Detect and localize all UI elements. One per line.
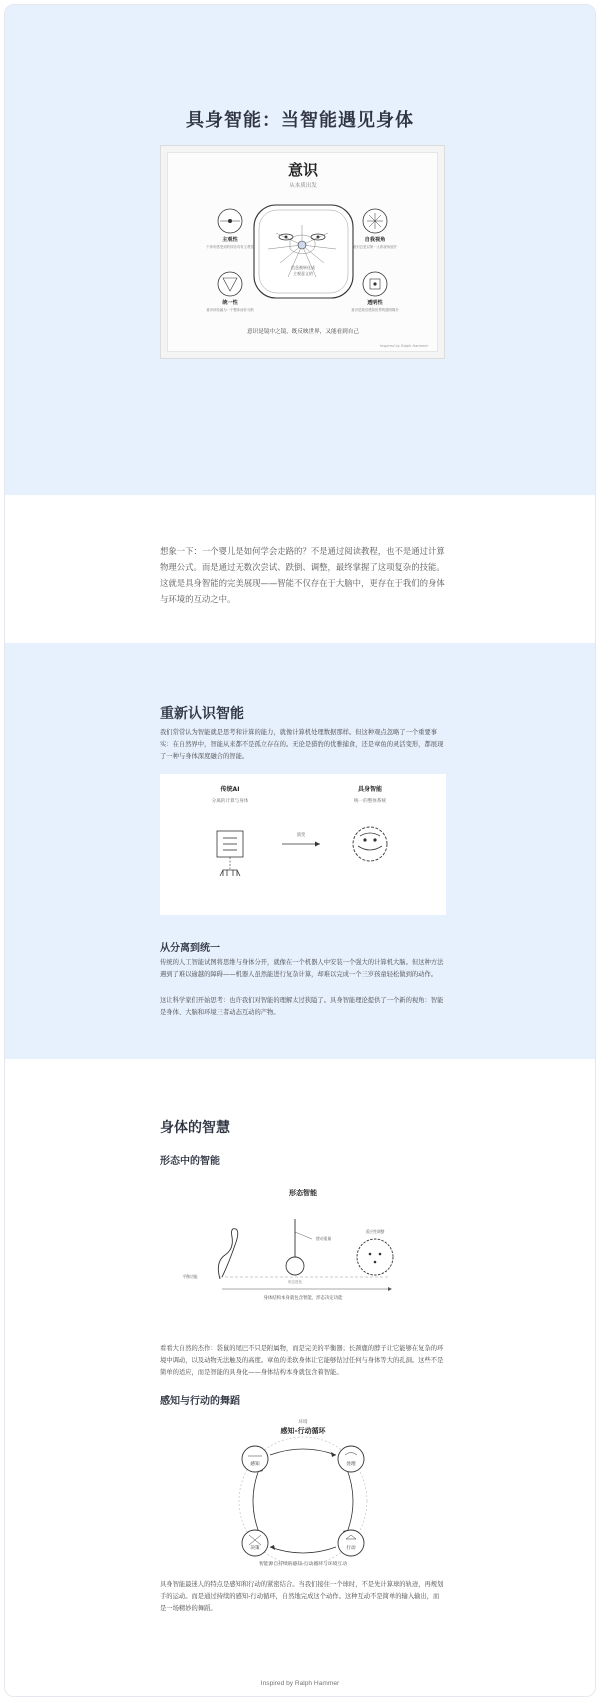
hero-band [5, 5, 595, 495]
figure-signature: Inspired by Ralph Hammer [379, 344, 429, 348]
morph-card [160, 1177, 446, 1317]
consciousness-diagram [168, 153, 439, 353]
svg-text:意识体验融为一个整体而非分散: 意识体验融为一个整体而非分散 [206, 308, 254, 312]
cycle-card [160, 1415, 446, 1583]
svg-text:形态进化: 形态进化 [287, 1280, 303, 1284]
act-icon [338, 1530, 364, 1556]
center-node [298, 241, 306, 249]
svg-text:自我视角: 自我视角 [364, 237, 386, 243]
robot-body-icon [220, 870, 240, 876]
embodied-system-icon [353, 827, 387, 861]
consciousness-figure-inner [167, 152, 438, 352]
unify-heading: 从分离到统一 [160, 943, 220, 954]
cycle-heading: 感知与行动的舞蹈 [160, 1396, 240, 1407]
morph-diagram [160, 1177, 446, 1317]
svg-text:意识是我们感知世界的透明媒介: 意识是我们感知世界的透明媒介 [351, 308, 399, 312]
svg-text:平衡功能: 平衡功能 [182, 1274, 198, 1279]
pendulum-weight-icon [286, 1257, 304, 1275]
unify-paragraph-1: 传统的人工智能试图将思维与身体分开，就像在一个机器人中安装一个强大的计算机大脑。但这种方法遇到了难以逾越的障碍——机器人虽然能进行复杂计算，却难以完成一个三岁孩童轻松做到的动作。 [160, 959, 444, 978]
ai-comparison-card [160, 774, 446, 915]
cycle-caption: 智能源自持续的感知-行动循环与环境互动 [258, 1562, 348, 1567]
svg-text:传统AI: 传统AI [220, 786, 240, 793]
svg-text:处理: 处理 [346, 1462, 356, 1467]
svg-text:统一的整体系统: 统一的整体系统 [353, 799, 387, 804]
rethink-paragraph: 我们常常认为智能就是思考和计算的能力，就像计算机处理数据那样。但这种观点忽略了一个重要事实：在自然界中，智能从来都不是孤立存在的。无论是猎豹的优雅捕食，还是章鱼的灵活变形，都展现了一种与身体深度融合的智能。 [160, 729, 444, 760]
perceive-icon [242, 1446, 268, 1472]
page-title: 具身智能：当智能遇见身体 [186, 110, 414, 131]
unify-paragraph-2: 这让科学家们开始思考：也许我们对智能的理解太过狭隘了。具身智能理论提供了一个新的视角：智能是身体、大脑和环境三者动态互动的产物。 [160, 997, 444, 1016]
svg-text:意识总是以第一人称视角展开: 意识总是以第一人称视角展开 [352, 245, 398, 249]
svg-text:主观性: 主观性 [222, 237, 238, 243]
svg-text:统一性: 统一性 [222, 300, 238, 306]
morph-caption: 身体结构本身就包含智能，形态决定功能 [263, 1296, 343, 1301]
page-frame [4, 4, 596, 1697]
intro-paragraph: 想象一下：一个婴儿是如何学会走路的？不是通过阅读教程，也不是通过计算物理公式。而是通过无数次尝试、跌倒、调整，最终掌握了这项复杂的技能。这就是具身智能的完美展现——智能不仅存在于大脑中，更存在于我们的身体与环境的互动之中。 [160, 546, 445, 604]
svg-text:感知: 感知 [250, 1462, 260, 1467]
unity-icon [218, 272, 242, 296]
adaptive-icon [357, 1239, 393, 1275]
process-icon [338, 1446, 364, 1472]
rethink-heading: 重新认识智能 [160, 706, 244, 722]
svg-text:适应性调整: 适应性调整 [365, 1229, 385, 1234]
wisdom-band [5, 1059, 595, 1697]
footer-credit: Inspired by Ralph Hammer [260, 1680, 340, 1687]
svg-text:形态智能: 形态智能 [289, 1189, 317, 1197]
svg-text:摆动重量: 摆动重量 [316, 1236, 332, 1241]
decide-icon [242, 1530, 268, 1556]
cycle-paragraph: 具身智能最迷人的特点是感知和行动的紧密结合。当我们接住一个球时，不是先计算球的轨迹，再规划手的运动。而是通过持续的感知-行动循环，自然地完成这个动作。这种互动不是简单的输入输出，而是一场精妙的舞蹈。 [160, 1581, 444, 1612]
svg-text:个体所感受到的体验具有主观性: 个体所感受到的体验具有主观性 [206, 245, 254, 249]
morph-paragraph: 看看大自然的杰作：袋鼠的尾巴不只是附属物，而是完美的平衡器；长颈鹿的脖子让它能够在复杂的环境中调动，以及动物无法触及的高度。章鱼的柔软身体让它能够钻过任何与身体等大的孔洞。这些不是简单的适应，而是智能的具身化——身体结构本身就包含着智能。 [160, 1345, 444, 1376]
figure-caption: 意识是镜中之镜，既反映世界，又能看到自己 [247, 329, 359, 335]
consciousness-figure [160, 145, 445, 359]
svg-text:演变: 演变 [296, 833, 306, 838]
svg-text:透明性: 透明性 [367, 300, 383, 306]
computer-icon [217, 831, 243, 857]
center-frame [254, 205, 353, 298]
svg-text:分离的计算与身体: 分离的计算与身体 [211, 799, 249, 804]
svg-text:决策: 决策 [250, 1546, 260, 1551]
cycle-diagram [160, 1415, 446, 1583]
intro-band [5, 495, 595, 643]
ai-comparison-diagram [160, 774, 446, 915]
figure-subtitle: 从本质出发 [289, 183, 317, 189]
svg-text:信息被转化成: 信息被转化成 [291, 265, 315, 270]
rethink-band [5, 643, 595, 1059]
wisdom-heading: 身体的智慧 [160, 1120, 230, 1136]
figure-title: 意识 [287, 161, 319, 179]
tail-curve-icon [218, 1229, 237, 1279]
svg-text:主观意义的: 主观意义的 [293, 271, 313, 276]
svg-text:感知-行动循环: 感知-行动循环 [280, 1427, 326, 1435]
svg-text:具身智能: 具身智能 [357, 786, 383, 793]
svg-text:行动: 行动 [346, 1546, 356, 1551]
morph-heading: 形态中的智能 [160, 1156, 220, 1167]
svg-text:环境: 环境 [298, 1420, 308, 1425]
